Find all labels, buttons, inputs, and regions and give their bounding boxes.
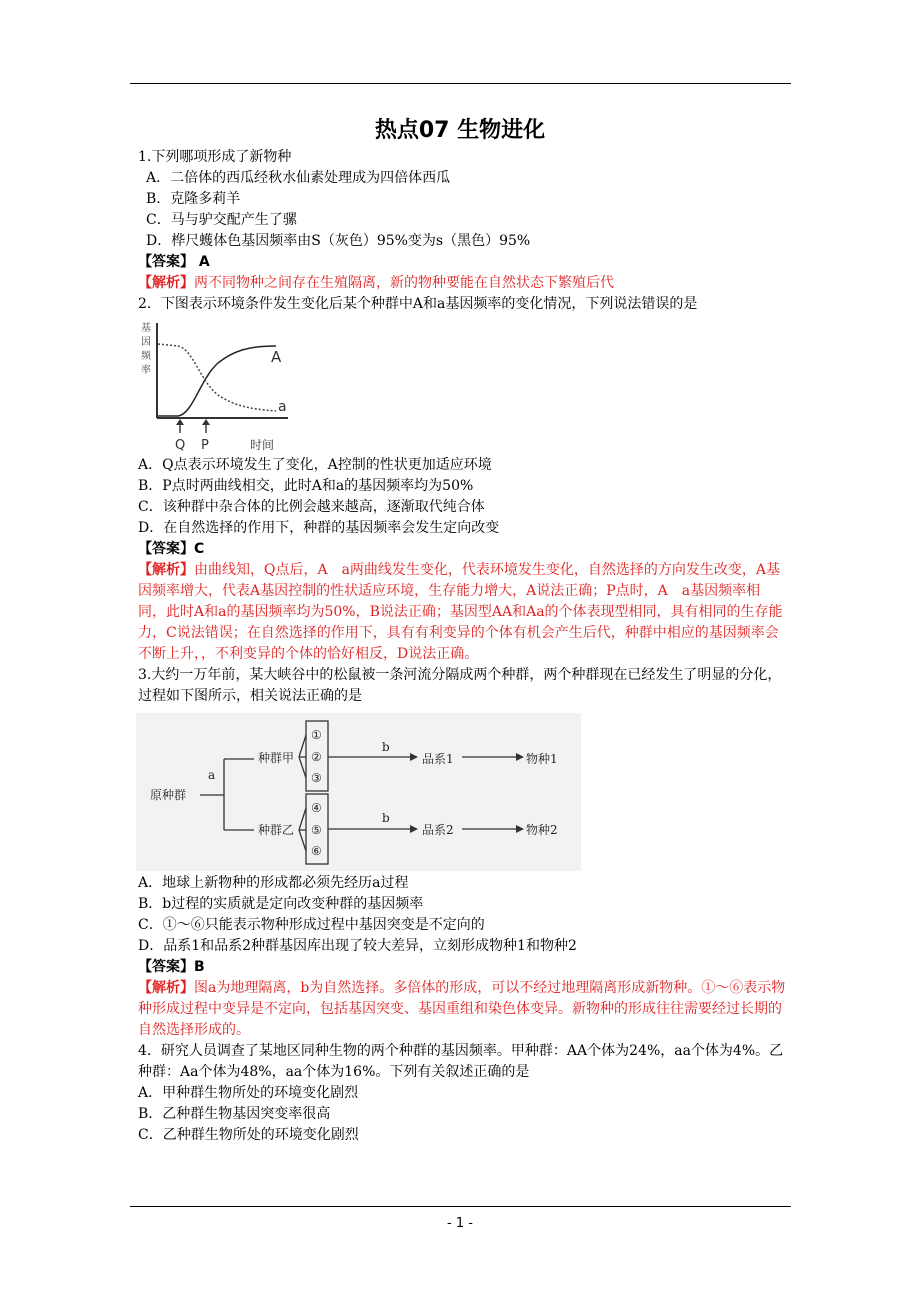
q1-option-d: D．桦尺蠖体色基因频率由S（灰色）95%变为s（黑色）95%	[146, 233, 531, 249]
q4-option-a: A．甲种群生物所处的环境变化剧烈	[138, 1085, 359, 1101]
strain-2: 品系2	[422, 823, 454, 837]
analysis-tag: 【解析】	[138, 980, 194, 996]
xlabel: 时间	[250, 438, 275, 452]
num-4: ④	[311, 801, 322, 815]
q2-option-b: B．P点时两曲线相交，此时A和a的基因频率均为50%	[138, 478, 474, 494]
strain-1: 品系1	[422, 752, 454, 766]
q1-answer: 【答案】 A	[138, 254, 210, 270]
q4-option-b: B．乙种群生物基因突变率很高	[138, 1106, 331, 1122]
page-title: 热点07 生物进化	[374, 118, 546, 143]
arrowhead-P	[202, 419, 210, 425]
num-6: ⑥	[311, 844, 322, 858]
q2-stem: 2．下图表示环境条件发生变化后某个种群中A和a基因频率的变化情况，下列说法错误的是	[138, 296, 698, 312]
label-Q: Q	[175, 438, 186, 453]
species-2: 物种2	[526, 823, 558, 837]
q3-option-a: A．地球上新物种的形成都必须先经历a过程	[138, 875, 409, 891]
header-rule	[130, 83, 791, 84]
ylabel-char-3: 频	[141, 351, 151, 362]
speciation-diagram	[136, 713, 581, 871]
ylabel-char-4: 率	[141, 365, 151, 376]
ylabel-char-2: 因	[141, 337, 151, 348]
q1-analysis-text: 两不同物种之间存在生殖隔离，新的物种要能在自然状态下繁殖后代	[194, 275, 614, 291]
label-b-bottom: b	[382, 811, 390, 825]
root-population: 原种群	[150, 788, 187, 802]
population-yi: 种群乙	[258, 823, 295, 837]
curve-a	[158, 344, 276, 411]
population-jia: 种群甲	[258, 751, 295, 765]
q1-analysis	[138, 273, 788, 294]
label-b-top: b	[382, 740, 390, 754]
q2-option-a: A．Q点表示环境发生了变化，A控制的性状更加适应环境	[138, 457, 492, 473]
q3-stem: 3.大约一万年前，某大峡谷中的松鼠被一条河流分隔成两个种群，两个种群现在已经发生了明显的分化，过程如下图所示，相关说法正确的是	[138, 667, 782, 704]
q3-option-c: C．①～⑥只能表示物种形成过程中基因突变是不定向的	[138, 917, 485, 933]
q4-stem: 4．研究人员调查了某地区同种生物的两个种群的基因频率。甲种群：AA个体为24%，aa个体为4%。乙种群：Aa个体为48%，aa个体为16%。下列有关叙述正确的是	[138, 1043, 784, 1080]
document-body	[138, 147, 788, 1146]
analysis-tag: 【解析】	[138, 275, 194, 291]
num-3: ③	[311, 771, 322, 785]
num-1: ①	[311, 728, 322, 742]
q3-answer: 【答案】B	[138, 959, 205, 975]
analysis-tag: 【解析】	[138, 562, 194, 578]
q2-option-c: C．该种群中杂合体的比例会越来越高，逐渐取代纯合体	[138, 499, 485, 515]
curve-A	[158, 346, 276, 416]
num-5: ⑤	[311, 823, 322, 837]
q3-analysis	[138, 978, 788, 1041]
page-number: - 1 -	[447, 1216, 473, 1231]
label-P: P	[201, 438, 209, 453]
q2-answer: 【答案】C	[138, 541, 205, 557]
footer-rule	[130, 1206, 791, 1207]
q3-analysis-text: 图a为地理隔离，b为自然选择。多倍体的形成，可以不经过地理隔离形成新物种。①～⑥表示物种形成过程中变异是不定向，包括基因突变、基因重组和染色体变异。新物种的形成往往需要经过长期的自然选择形成的。	[138, 980, 786, 1038]
label-A: A	[271, 348, 282, 366]
q3-option-d: D．品系1和品系2种群基因库出现了较大差异，立刻形成物种1和物种2	[138, 938, 577, 954]
q1-option-b: B．克隆多莉羊	[146, 191, 241, 207]
q3-option-b: B．b过程的实质就是定向改变种群的基因频率	[138, 896, 424, 912]
q1-option-a: A．二倍体的西瓜经秋水仙素处理成为四倍体西瓜	[146, 170, 451, 186]
q1-option-c: C．马与驴交配产生了骡	[146, 212, 297, 228]
allele-frequency-chart	[138, 319, 298, 453]
q1-stem: 1.下列哪项形成了新物种	[138, 149, 292, 165]
num-2: ②	[311, 750, 322, 764]
species-1: 物种1	[526, 752, 558, 766]
arrowhead-Q	[176, 419, 184, 425]
label-a: a	[278, 399, 287, 415]
q2-option-d: D．在自然选择的作用下，种群的基因频率会发生定向改变	[138, 520, 500, 536]
label-a: a	[208, 768, 216, 782]
q2-analysis-text: 由曲线知，Q点后，A a两曲线发生变化，代表环境发生变化，自然选择的方向发生改变，A基因频率增大，代表A基因控制的性状适应环境，生存能力增大，A说法正确；P点时，A a基因频率相同，此时A和a的基因频率均为50%，B说法正确；基因型AA和Aa的个体表现型相同，具有相同的生存能力，C说法错误；在自然选择的作用下，具有有利变异的个体有机会产生后代，种群中相应的基因频率会不断上升，，不利变异的个体的恰好相反，D说法正确。	[138, 562, 783, 662]
q2-analysis	[138, 560, 788, 665]
ylabel-char-1: 基	[141, 323, 151, 334]
q4-option-c: C．乙种群生物所处的环境变化剧烈	[138, 1127, 359, 1143]
